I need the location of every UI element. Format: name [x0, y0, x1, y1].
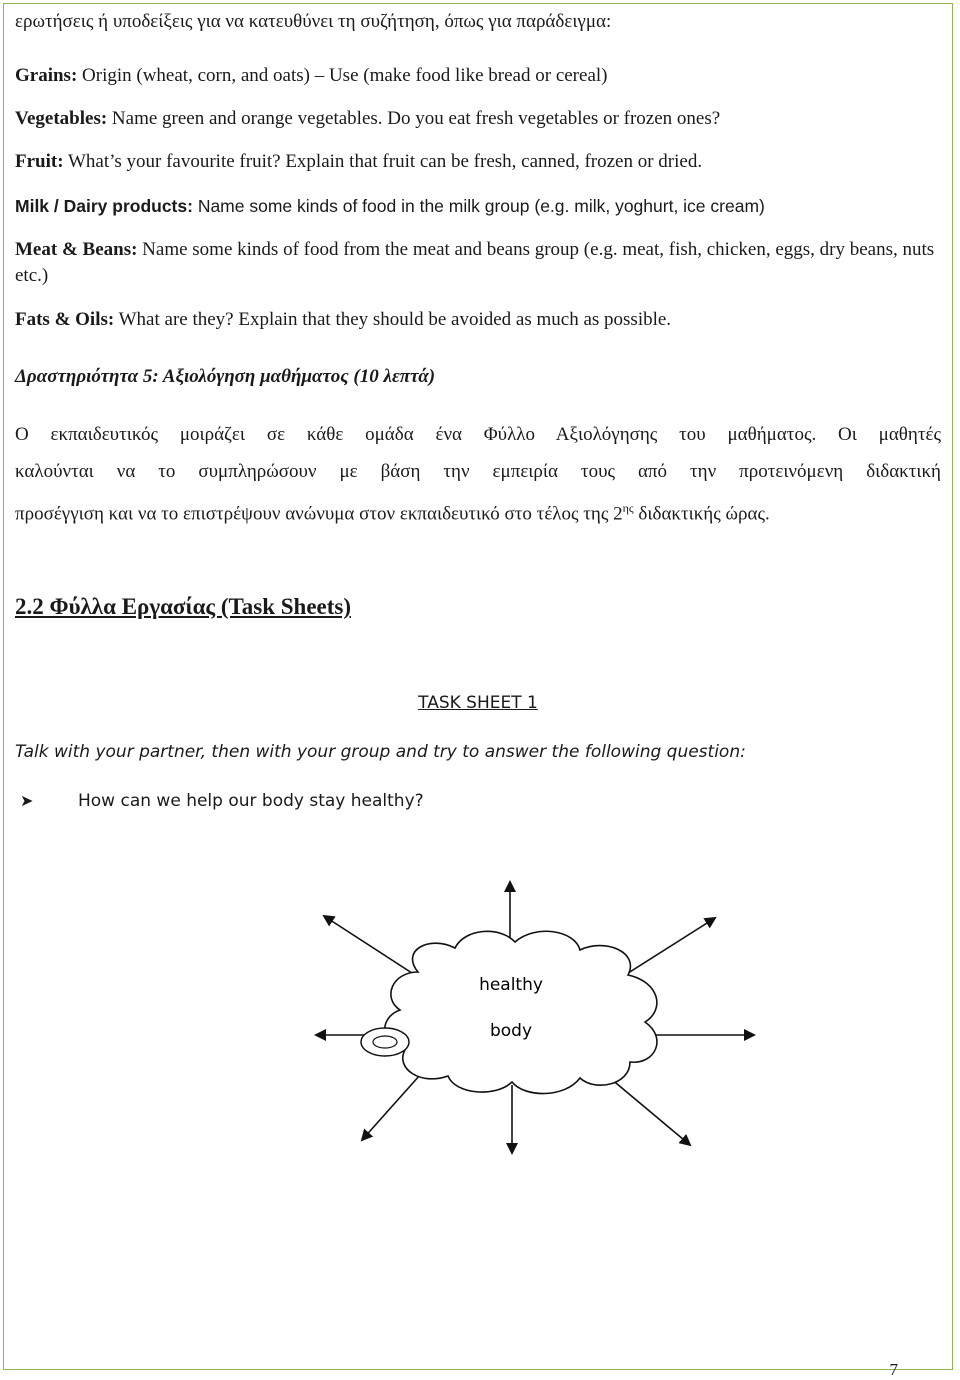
food-group-text: Origin (wheat, corn, and oats) – Use (make food like bread or cereal): [77, 65, 608, 86]
paragraph-text: προσέγγιση και να το επιστρέψουν ανώνυμα στον εκπαιδευτικό στο τέλος της 2: [15, 503, 623, 525]
arrow-upper-left: [324, 916, 415, 975]
food-group-grains: [15, 64, 607, 88]
thought-bubble-small: [373, 1036, 397, 1048]
question-bullet: [20, 791, 424, 811]
cloud-word-healthy: healthy: [479, 975, 543, 995]
arrow-lower-right: [610, 1078, 690, 1145]
activity-heading: Δραστηριότητα 5: Αξιολόγηση μαθήματος (10 λεπτά): [15, 366, 436, 387]
paragraph-line: Ο εκπαιδευτικός μοιράζει σε κάθε ομάδα ένα Φύλλο Αξιολόγησης του μαθήματος. Οι μαθητές: [15, 424, 941, 445]
cloud-word-body: body: [489, 1021, 533, 1041]
food-group-text: Name green and orange vegetables. Do you eat fresh vegetables or frozen ones?: [107, 108, 721, 129]
arrow-upper-right: [625, 918, 715, 975]
question-text: How can we help our body stay healthy?: [78, 791, 424, 811]
thought-cloud-shape: [385, 931, 657, 1093]
arrow-lower-left: [362, 1075, 420, 1140]
intro-line: ερωτήσεις ή υποδείξεις για να κατευθύνει τη συζήτηση, όπως για παράδειγμα:: [15, 11, 612, 32]
task-sheet-title: TASK SHEET 1: [418, 693, 538, 713]
food-group-text: Name some kinds of food from the meat and beans group (e.g. meat, fish, chicken, eggs, dry beans, nuts etc.): [15, 239, 935, 286]
food-group-fruit: [15, 150, 702, 174]
food-group-text: Name some kinds of food in the milk group (e.g. milk, yoghurt, ice cream): [192, 196, 765, 216]
food-group-label: Fruit:: [15, 151, 64, 172]
food-group-label: Grains:: [15, 65, 78, 86]
food-group-vegetables: [15, 107, 720, 131]
food-group-dairy: [15, 194, 765, 218]
food-group-label: Milk / Dairy products:: [15, 196, 193, 216]
section-title: 2.2 Φύλλα Εργασίας (Task Sheets): [15, 594, 352, 619]
paragraph-line: καλούνται να το συμπληρώσουν με βάση την εμπειρία τους από την προτεινόμενη διδακτική: [15, 461, 941, 482]
food-group-fats-oils: [15, 308, 671, 332]
food-group-label: Fats & Oils:: [15, 309, 115, 330]
food-group-label: Vegetables:: [15, 108, 108, 129]
activity-paragraph: [15, 416, 941, 527]
food-group-meat-beans: [15, 237, 941, 289]
food-group-label: Meat & Beans:: [15, 239, 138, 260]
page-number: 7: [889, 1360, 898, 1379]
task-instruction: Talk with your partner, then with your group and try to answer the following question:: [15, 742, 746, 762]
food-group-text: What’s your favourite fruit? Explain that fruit can be fresh, canned, frozen or dried.: [63, 151, 703, 172]
mind-map-diagram: [0, 880, 960, 1180]
arrow-bullet-icon: ➤: [20, 791, 34, 810]
superscript: ης: [622, 501, 634, 515]
paragraph-text: διδακτικής ώρας.: [633, 503, 770, 525]
food-group-text: What are they? Explain that they should be avoided as much as possible.: [114, 309, 672, 330]
paragraph-line-last: [15, 490, 941, 527]
